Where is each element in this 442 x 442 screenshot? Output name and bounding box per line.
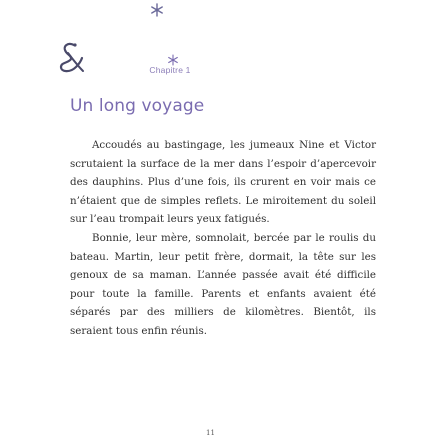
chapter-label: Chapitre 1 bbox=[149, 65, 191, 75]
chapter-title: Un long voyage bbox=[70, 96, 205, 116]
page-number: 11 bbox=[206, 429, 215, 437]
paragraph: Bonnie, leur mère, somnolait, bercée par le roulis du bateau. Martin, leur petit frère, dormait, la tête sur les genoux de sa maman. L’année passée avait été difficile pour toute la famille. Parents et enfants avaient été séparés par des milliers de kilomètres. Bientôt, ils seraient tous enfin réunis. bbox=[70, 231, 376, 337]
ampersand-emblem-icon bbox=[56, 40, 86, 74]
chapter-header bbox=[120, 50, 220, 84]
asterisk-ornament-icon bbox=[149, 2, 165, 18]
paragraph: Accoudés au bastingage, les jumeaux Nine et Victor scrutaient la surface de la mer dans l’espoir d’apercevoir des dauphins. Plus d’une fois, ils crurent en voir mais ce n’étaient que de simples reflets. Le miroitement du soleil sur l’eau trompait leurs yeux fatigués. bbox=[70, 139, 376, 226]
chapter-body bbox=[70, 136, 376, 341]
